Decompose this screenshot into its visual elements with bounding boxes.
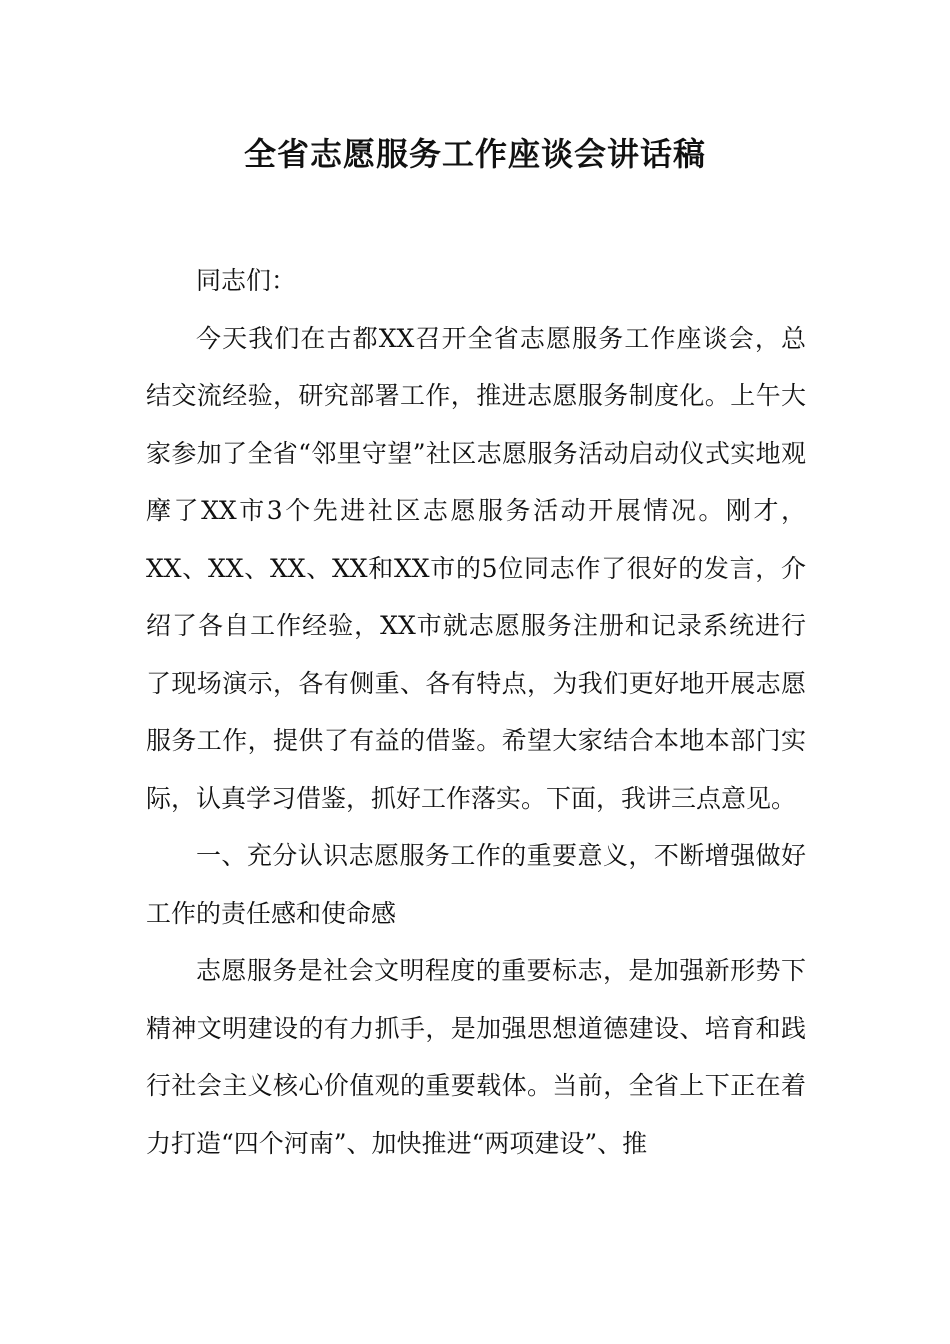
paragraph-section-body: 志愿服务是社会文明程度的重要标志，是加强新形势下精神文明建设的有力抓手，是加强思想道德建设、培育和践行社会主义核心价值观的重要载体。当前，全省上下正在着力打造“四个河南”、加快推进“两项建设”、推: [146, 956, 806, 1158]
paragraph-salutation: 同志们：: [196, 266, 297, 295]
document-title: 全省志愿服务工作座谈会讲话稿: [243, 135, 706, 173]
paragraph-section-heading: 一、充分认识志愿服务工作的重要意义，不断增强做好工作的责任感和使命感: [146, 841, 806, 928]
paragraph-opening: 今天我们在古都XX召开全省志愿服务工作座谈会，总结交流经验，研究部署工作，推进志愿服务制度化。上午大家参加了全省“邻里守望”社区志愿服务活动启动仪式实地观摩了XX市3个先进社区志愿服务活动开展情况。刚才，XX、XX、XX、XX和XX市的5位同志作了很好的发言，介绍了各自工作经验，XX市就志愿服务注册和记录系统进行了现场演示，各有侧重、各有特点，为我们更好地开展志愿服务工作，提供了有益的借鉴。希望大家结合本地本部门实际，认真学习借鉴，抓好工作落实。下面，我讲三点意见。: [146, 323, 806, 813]
document-body: [146, 252, 806, 1172]
